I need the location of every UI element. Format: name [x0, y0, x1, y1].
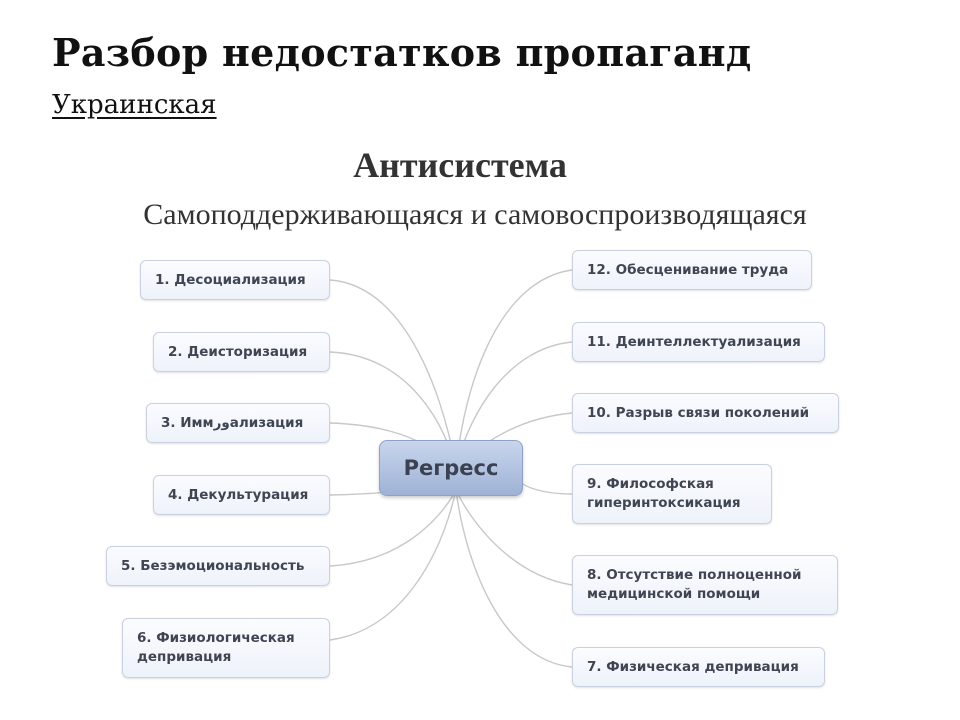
link-left-6	[330, 490, 456, 640]
center-label: Регресс	[403, 456, 499, 480]
link-right-7	[456, 490, 572, 667]
link-right-12	[456, 270, 572, 468]
node-label: 1. Десоциализация	[155, 271, 306, 288]
node-label: 12. Обесценивание труда	[587, 261, 789, 278]
node-desocialization	[140, 260, 330, 300]
node-emotionlessness	[106, 546, 330, 586]
node-generation-gap	[572, 393, 839, 433]
node-label: 8. Отсутствие полноценной медицинской помощи	[587, 567, 802, 602]
node-immoralization	[146, 403, 330, 443]
node-label: 7. Физическая депривация	[587, 658, 799, 675]
node-label: 10. Разрыв связи поколений	[587, 404, 810, 421]
node-label: 3. Иммورализация	[161, 414, 304, 431]
link-right-8	[456, 490, 572, 585]
node-physical-deprivation	[572, 647, 825, 687]
node-label: 4. Декультурация	[168, 486, 309, 503]
link-right-9	[520, 482, 572, 494]
node-medical-care-absence	[572, 555, 838, 615]
node-physiological-deprivation	[122, 618, 330, 678]
node-label: 6. Физиологическая депривация	[137, 630, 295, 665]
slide-subtitle: Украинская	[52, 90, 217, 120]
node-deintellectualization	[572, 322, 825, 362]
link-left-5	[330, 490, 456, 566]
node-dehistorization	[153, 332, 330, 372]
node-labor-devaluation	[572, 250, 812, 290]
slide-title: Разбор недостатков пропаганд	[52, 30, 752, 75]
diagram-title: Антисистема	[353, 145, 567, 185]
node-deculturation	[153, 475, 330, 515]
node-label: 5. Безэмоциональность	[121, 557, 305, 574]
node-label: 11. Деинтеллектуализация	[587, 333, 801, 350]
node-label: 2. Деисторизация	[168, 343, 308, 360]
diagram-subtitle: Самоподдерживающаяся и самовоспроизводящаяся	[143, 198, 807, 231]
node-philosophical-hyperintoxication	[572, 464, 772, 524]
center-node-regress	[379, 440, 523, 496]
node-label: 9. Философская гиперинтоксикация	[587, 476, 741, 511]
